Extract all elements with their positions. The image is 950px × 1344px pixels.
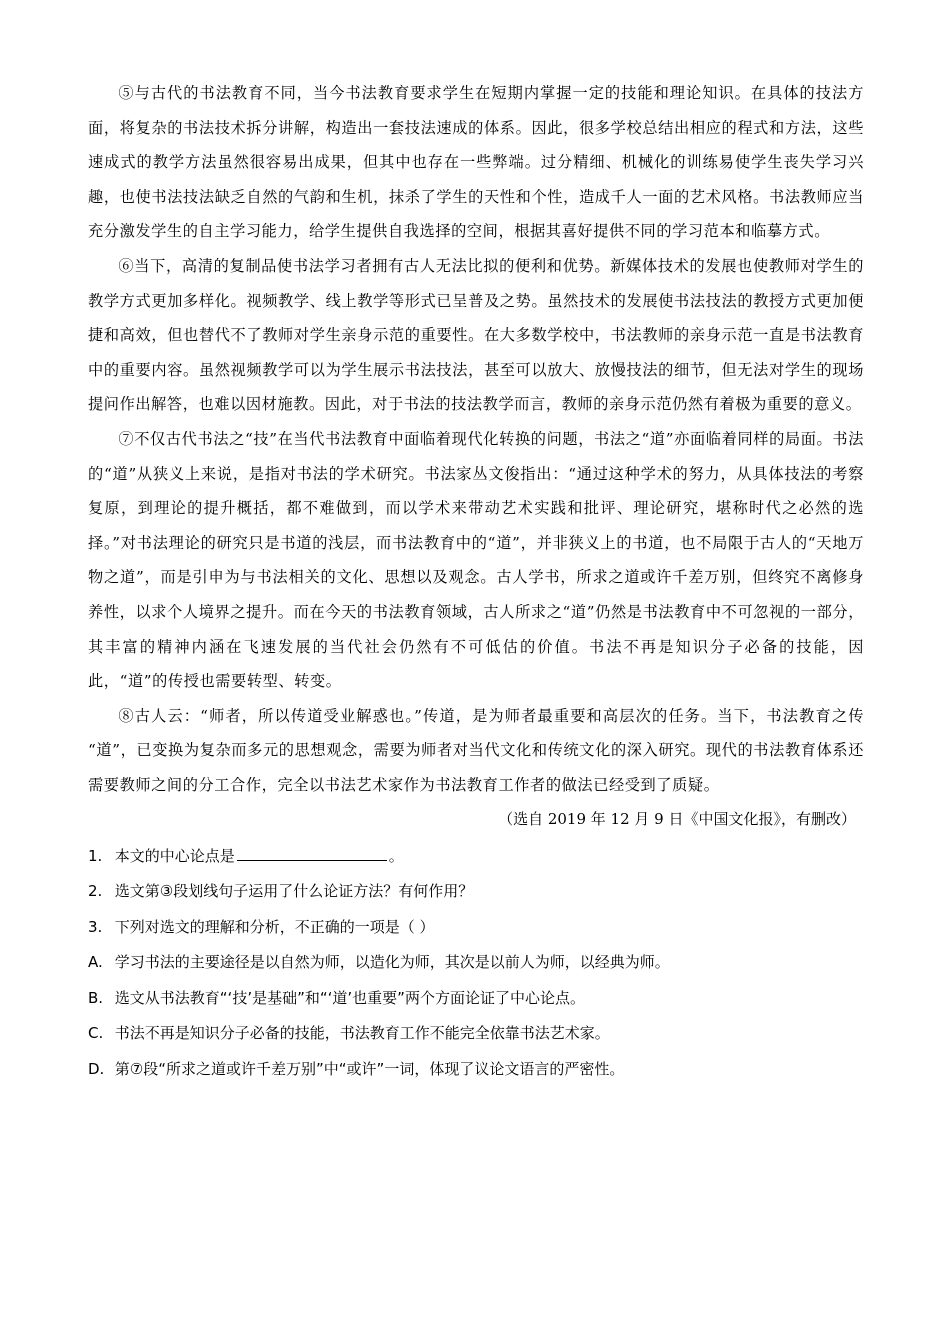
question-number: 3. [88, 917, 103, 936]
question-1 [88, 839, 864, 874]
option-letter: A. [88, 953, 103, 972]
answer-blank[interactable] [237, 846, 387, 861]
option-letter: C. [88, 1024, 104, 1043]
questions-section [88, 839, 864, 1087]
option-text: 学习书法的主要途径是以自然为师，以造化为师，其次是以前人为师，以经典为师。 [114, 953, 670, 972]
paragraph-6: ⑥当下，高清的复制品使书法学习者拥有古人无法比拟的便利和优势。新媒体技术的发展也使教师对学生的教学方式更加多样化。视频教学、线上教学等形式已呈普及之势。虽然技术的发展使书法技法的教授方式更加便捷和高效，但也替代不了教师对学生亲身示范的重要性。在大多数学校中，书法教师的亲身示范一直是书法教育中的重要内容。虽然视频教学可以为学生展示书法技法，甚至可以放大、放慢技法的细节，但无法对学生的现场提问作出解答，也难以因材施教。因此，对于书法的技法教学而言，教师的亲身示范仍然有着极为重要的意义。 [88, 256, 864, 414]
question-2 [88, 874, 864, 909]
option-a [88, 945, 864, 980]
question-text-end: 。 [388, 847, 404, 866]
question-3 [88, 910, 864, 945]
option-b [88, 981, 864, 1016]
option-letter: D. [88, 1059, 105, 1078]
paragraph-8: ⑧古人云：“师者，所以传道受业解惑也。”传道，是为师者最重要和高层次的任务。当下，书法教育之传 “道”，已变换为复杂而多元的思想观念，需要为师者对当代文化和传统文化的深入研究。现代的书法教育体系还需要教师之间的分工合作，完全以书法艺术家作为书法教育工作者的做法已经受到了质疑。 [88, 706, 864, 794]
option-text: 书法不再是知识分子必备的技能，书法教育工作不能完全依靠书法艺术家。 [114, 1024, 610, 1043]
option-c [88, 1016, 864, 1051]
option-d [88, 1052, 864, 1087]
paragraph-7: ⑦不仅古代书法之“技”在当代书法教育中面临着现代化转换的问题，书法之“道”亦面临着同样的局面。书法的“道”从狭义上来说，是指对书法的学术研究。书法家丛文俊指出：“通过这种学术的努力，从具体技法的考察复原，到理论的提升概括，都不难做到，而以学术来带动艺术实践和批评、理论研究，堪称时代之必然的选择。”对书法理论的研究只是书道的浅层，而书法教育中的“道”，并非狭义上的书道，也不局限于古人的“天地万物之道”，而是引申为与书法相关的文化、思想以及观念。古人学书，所求之道或许千差万别，但终究不离修身养性，以求个人境界之提升。而在今天的书法教育领域，古人所求之“道”仍然是书法教育中不可忽视的一部分，其丰富的精神内涵在飞速发展的当代社会仍然有不可低估的价值。书法不再是知识分子必备的技能，因此，“道”的传授也需要转型、转变。 [88, 429, 864, 691]
question-text: 选文第③段划线句子运用了什么论证方法？有何作用？ [114, 882, 474, 901]
source-citation: （选自 2019 年 12 月 9 日《中国文化报》，有删改） [498, 810, 856, 829]
option-text: 第⑦段“所求之道或许千差万别”中“或许”一词，体现了议论文语言的严密性。 [114, 1059, 625, 1078]
question-number: 1. [88, 847, 103, 866]
paragraph-5: ⑤与古代的书法教育不同，当今书法教育要求学生在短期内掌握一定的技能和理论知识。在具体的技法方面，将复杂的书法技术拆分讲解，构造出一套技法速成的体系。因此，很多学校总结出相应的程式和方法，这些速成式的教学方法虽然很容易出成果，但其中也存在一些弊端。过分精细、机械化的训练易使学生丧失学习兴趣，也使书法技法缺乏自然的气韵和生机，抹杀了学生的天性和个性，造成千人一面的艺术风格。书法教师应当充分激发学生的自主学习能力，给学生提供自我选择的空间，根据其喜好提供不同的学习范本和临摹方式。 [88, 84, 864, 241]
option-letter: B. [88, 988, 104, 1007]
question-text: 本文的中心论点是 [114, 847, 235, 866]
question-text: 下列对选文的理解和分析，不正确的一项是（ ） [114, 917, 435, 936]
option-text: 选文从书法教育“‘技’是基础”和“‘道’也重要”两个方面论证了中心论点。 [114, 988, 585, 1007]
document-page [88, 76, 864, 1087]
question-number: 2. [88, 882, 103, 901]
